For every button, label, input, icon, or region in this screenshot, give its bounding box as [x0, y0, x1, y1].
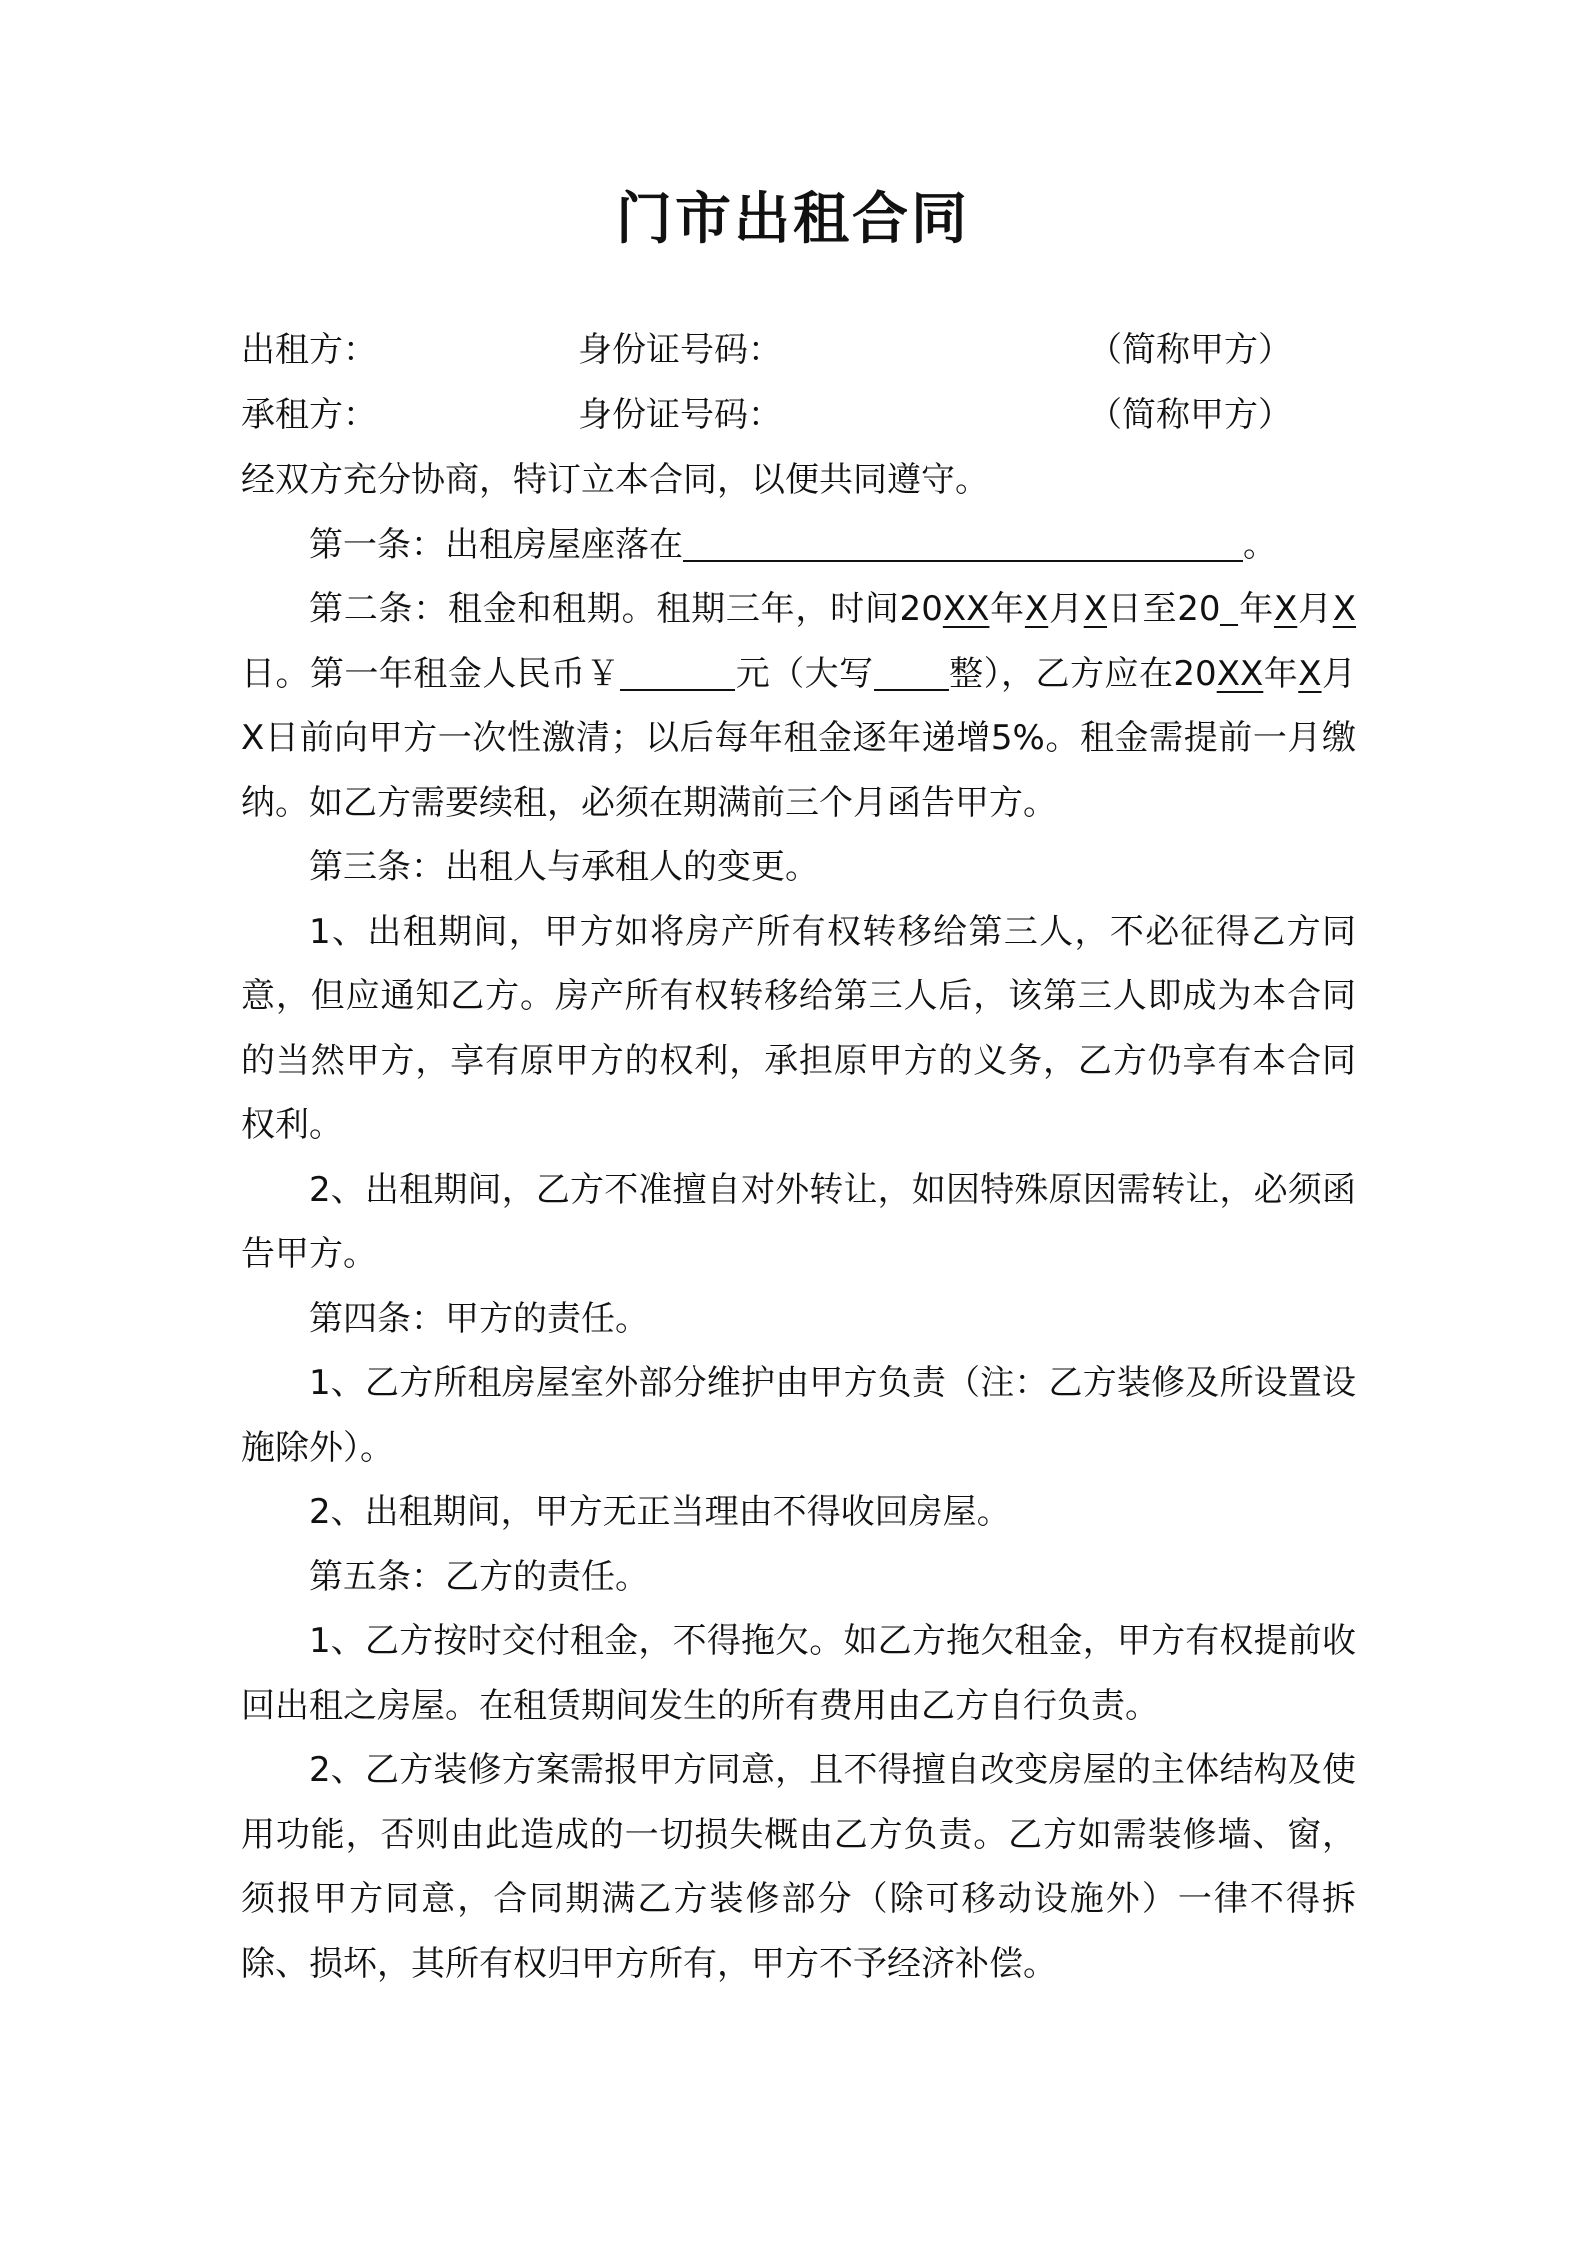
article-5-heading: 第五条：乙方的责任。: [309, 1556, 649, 1597]
end-year-blank: [1220, 580, 1238, 626]
start-year-blank: XX: [942, 589, 990, 629]
end-month-blank: X: [1273, 589, 1298, 629]
lessee-row: [241, 383, 1361, 447]
pay-year-blank: XX: [1216, 653, 1264, 694]
article-4-item-1: 1、乙方所租房屋室外部分维护由甲方负责（注：乙方装修及所设置设施除外）。: [241, 1363, 1356, 1468]
article-2-text: 第二条：租金和租期。租期三年，时间20: [309, 589, 943, 629]
article-3-item-1: 1、出租期间，甲方如将房产所有权转移给第三人，不必征得乙方同意，但应通知乙方。房产所有权转移给第三人后，该第三人即成为本合同的当然甲方，享有原甲方的权利，承担原甲方的义务，乙方仍享有本合同权利。: [241, 911, 1356, 1145]
article-3-heading: 第三条：出租人与承租人的变更。: [309, 847, 819, 887]
pay-month-blank: X: [1298, 653, 1322, 694]
article-1-end: 。: [1243, 524, 1277, 565]
article-4-heading: 第四条：甲方的责任。: [309, 1298, 649, 1339]
article-2-text: 日至20: [1106, 589, 1221, 629]
lessee-id-label: 身份证号码：: [578, 395, 782, 435]
article-1-text: 第一条：出租房屋座落在: [309, 524, 683, 565]
lessor-alias: （简称甲方）: [1088, 330, 1292, 370]
article-2-text: 年: [1238, 589, 1274, 629]
rent-words-blank: [874, 645, 949, 691]
article-3-item-2: 2、出租期间，乙方不准擅自对外转让，如因特殊原因需转让，必须函告甲方。: [241, 1169, 1356, 1274]
end-day-blank: X: [1332, 589, 1357, 629]
article-2-text: 整），乙方应在20: [948, 653, 1217, 694]
lessee-alias: （简称甲方）: [1088, 395, 1292, 435]
lessor-label: 出租方：: [241, 330, 377, 370]
contract-body: [241, 448, 1356, 1996]
article-2-text: 日。第一年租金人民币￥: [241, 653, 621, 694]
article-4-item-2: 2、出租期间，甲方无正当理由不得收回房屋。: [309, 1492, 1011, 1532]
rent-amount-blank: [620, 645, 735, 691]
article-1: [241, 513, 1356, 578]
article-5-item-2: 2、乙方装修方案需报甲方同意，且不得擅自改变房屋的主体结构及使用功能，否则由此造成的一切损失概由乙方负责。乙方如需装修墙、窗，须报甲方同意，合同期满乙方装修部分（除可移动设施外）一律不得拆除、损坏，其所有权归甲方所有，甲方不予经济补偿。: [241, 1750, 1356, 1984]
start-day-blank: X: [1083, 589, 1107, 629]
lessor-row: [241, 318, 1361, 382]
lessee-label: 承租方：: [241, 395, 377, 435]
start-month-blank: X: [1024, 589, 1049, 629]
intro-paragraph: 经双方充分协商，特订立本合同，以便共同遵守。: [241, 460, 989, 500]
article-2-text: 月X日前向甲方一次性激清；以后每年租金逐年递增5%。租金需提前一月缴纳。如乙方需要续租，必须在期满前三个月函告甲方。: [241, 653, 1357, 823]
lessor-id-label: 身份证号码：: [578, 330, 782, 370]
article-2: [241, 577, 1356, 835]
article-2-text: 月: [1297, 589, 1333, 629]
article-2-text: 月: [1048, 589, 1084, 629]
article-5-item-1: 1、乙方按时交付租金，不得拖欠。如乙方拖欠租金，甲方有权提前收回出租之房屋。在租赁期间发生的所有费用由乙方自行负责。: [241, 1621, 1356, 1726]
article-2-text: 元（大写: [735, 653, 874, 694]
article-2-text: 年: [1263, 653, 1299, 694]
article-2-text: 年: [989, 589, 1025, 629]
location-blank: [683, 516, 1243, 562]
document-title: 门市出租合同: [616, 187, 970, 252]
